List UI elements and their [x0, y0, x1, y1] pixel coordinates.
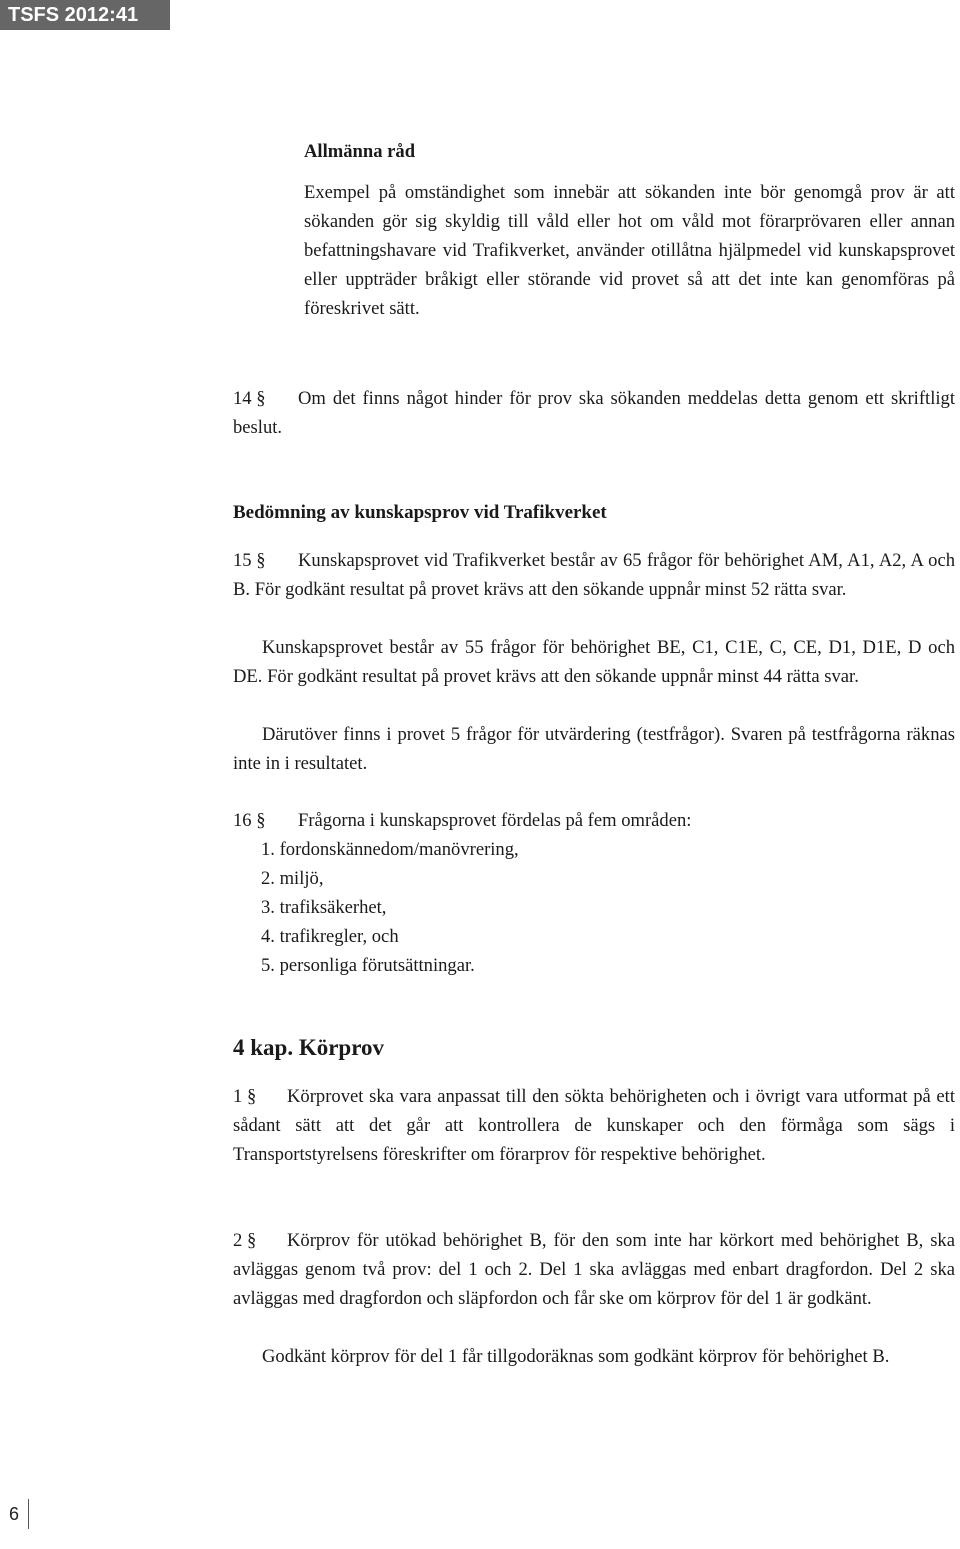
chapter-4-section-2-text: Körprov för utökad behörighet B, för den som inte har körkort med behörighet B, ska avläggas genom två prov: del 1 och 2. Del 1 ska avläggas med enbart dragfordon. Del 2 ska avläggas med dragfordon och släpfordon och får ske om körprov för del 1 är godkänt.	[233, 1230, 955, 1309]
chapter-4-section-1-number: 1 §	[233, 1086, 257, 1107]
areas-list	[261, 835, 519, 980]
section-16-intro-text: Frågorna i kunskapsprovet fördelas på fem områden:	[298, 810, 692, 831]
section-15-p1	[233, 546, 955, 604]
chapter-4-section-2-p1	[233, 1226, 955, 1313]
chapter-title: 4 kap. Körprov	[233, 1035, 385, 1060]
chapter-4-section-2-number: 2 §	[233, 1230, 257, 1251]
section-14	[233, 384, 955, 442]
section-15-number: 15 §	[233, 550, 266, 571]
general-advice-text: Exempel på omständighet som innebär att sökanden inte bör genomgå prov är att sökanden gör sig skyldig till våld eller hot om våld mot förarprövaren eller annan befattningshavare vid Trafikverket, använder otillåtna hjälpmedel vid kunskapsprovet eller uppträder bråkigt eller störande vid provet så att det inte kan genomföras på föreskrivet sätt.	[304, 182, 955, 319]
page-number-value: 6	[8, 1504, 19, 1524]
list-item: 2. miljö,	[261, 868, 324, 889]
general-advice-title: Allmänna råd	[304, 141, 416, 162]
section-14-text: Om det finns något hinder för prov ska sökanden meddelas detta genom ett skriftligt beslut.	[233, 388, 955, 438]
section-15-text-1: Kunskapsprovet vid Trafikverket består av 65 frågor för behörighet AM, A1, A2, A och B. För godkänt resultat på provet krävs att den sökande uppnår minst 52 rätta svar.	[233, 550, 955, 600]
chapter-4-section-2-p2: Godkänt körprov för del 1 får tillgodoräknas som godkänt körprov för behörighet B.	[262, 1346, 890, 1367]
document-id: TSFS 2012:41	[8, 4, 139, 26]
list-item: 5. personliga förutsättningar.	[261, 955, 475, 976]
chapter-4-section-1-text: Körprovet ska vara anpassat till den sökta behörigheten och i övrigt vara utformat på ett sådant sätt att det går att kontrollera de kunskaper och den förmåga som sägs i Transportstyrelsens föreskrifter om förarprov för respektive behörighet.	[233, 1086, 955, 1165]
list-item: 4. trafikregler, och	[261, 926, 399, 947]
section-16-number: 16 §	[233, 810, 266, 831]
list-item: 1. fordonskännedom/manövrering,	[261, 839, 519, 860]
page-number	[0, 1499, 29, 1529]
section-16-intro	[233, 806, 955, 835]
document-id-header	[0, 0, 170, 30]
section-15-p3: Därutöver finns i provet 5 frågor för utvärdering (testfrågor). Svaren på testfrågorna räknas inte in i resultatet.	[233, 724, 955, 774]
section-14-number: 14 §	[233, 388, 266, 409]
section-heading: Bedömning av kunskapsprov vid Trafikverket	[233, 502, 607, 523]
section-15-p2: Kunskapsprovet består av 55 frågor för behörighet BE, C1, C1E, C, CE, D1, D1E, D och DE. För godkänt resultat på provet krävs att den sökande uppnår minst 44 rätta svar.	[233, 637, 955, 687]
chapter-4-section-1	[233, 1082, 955, 1169]
list-item: 3. trafiksäkerhet,	[261, 897, 387, 918]
